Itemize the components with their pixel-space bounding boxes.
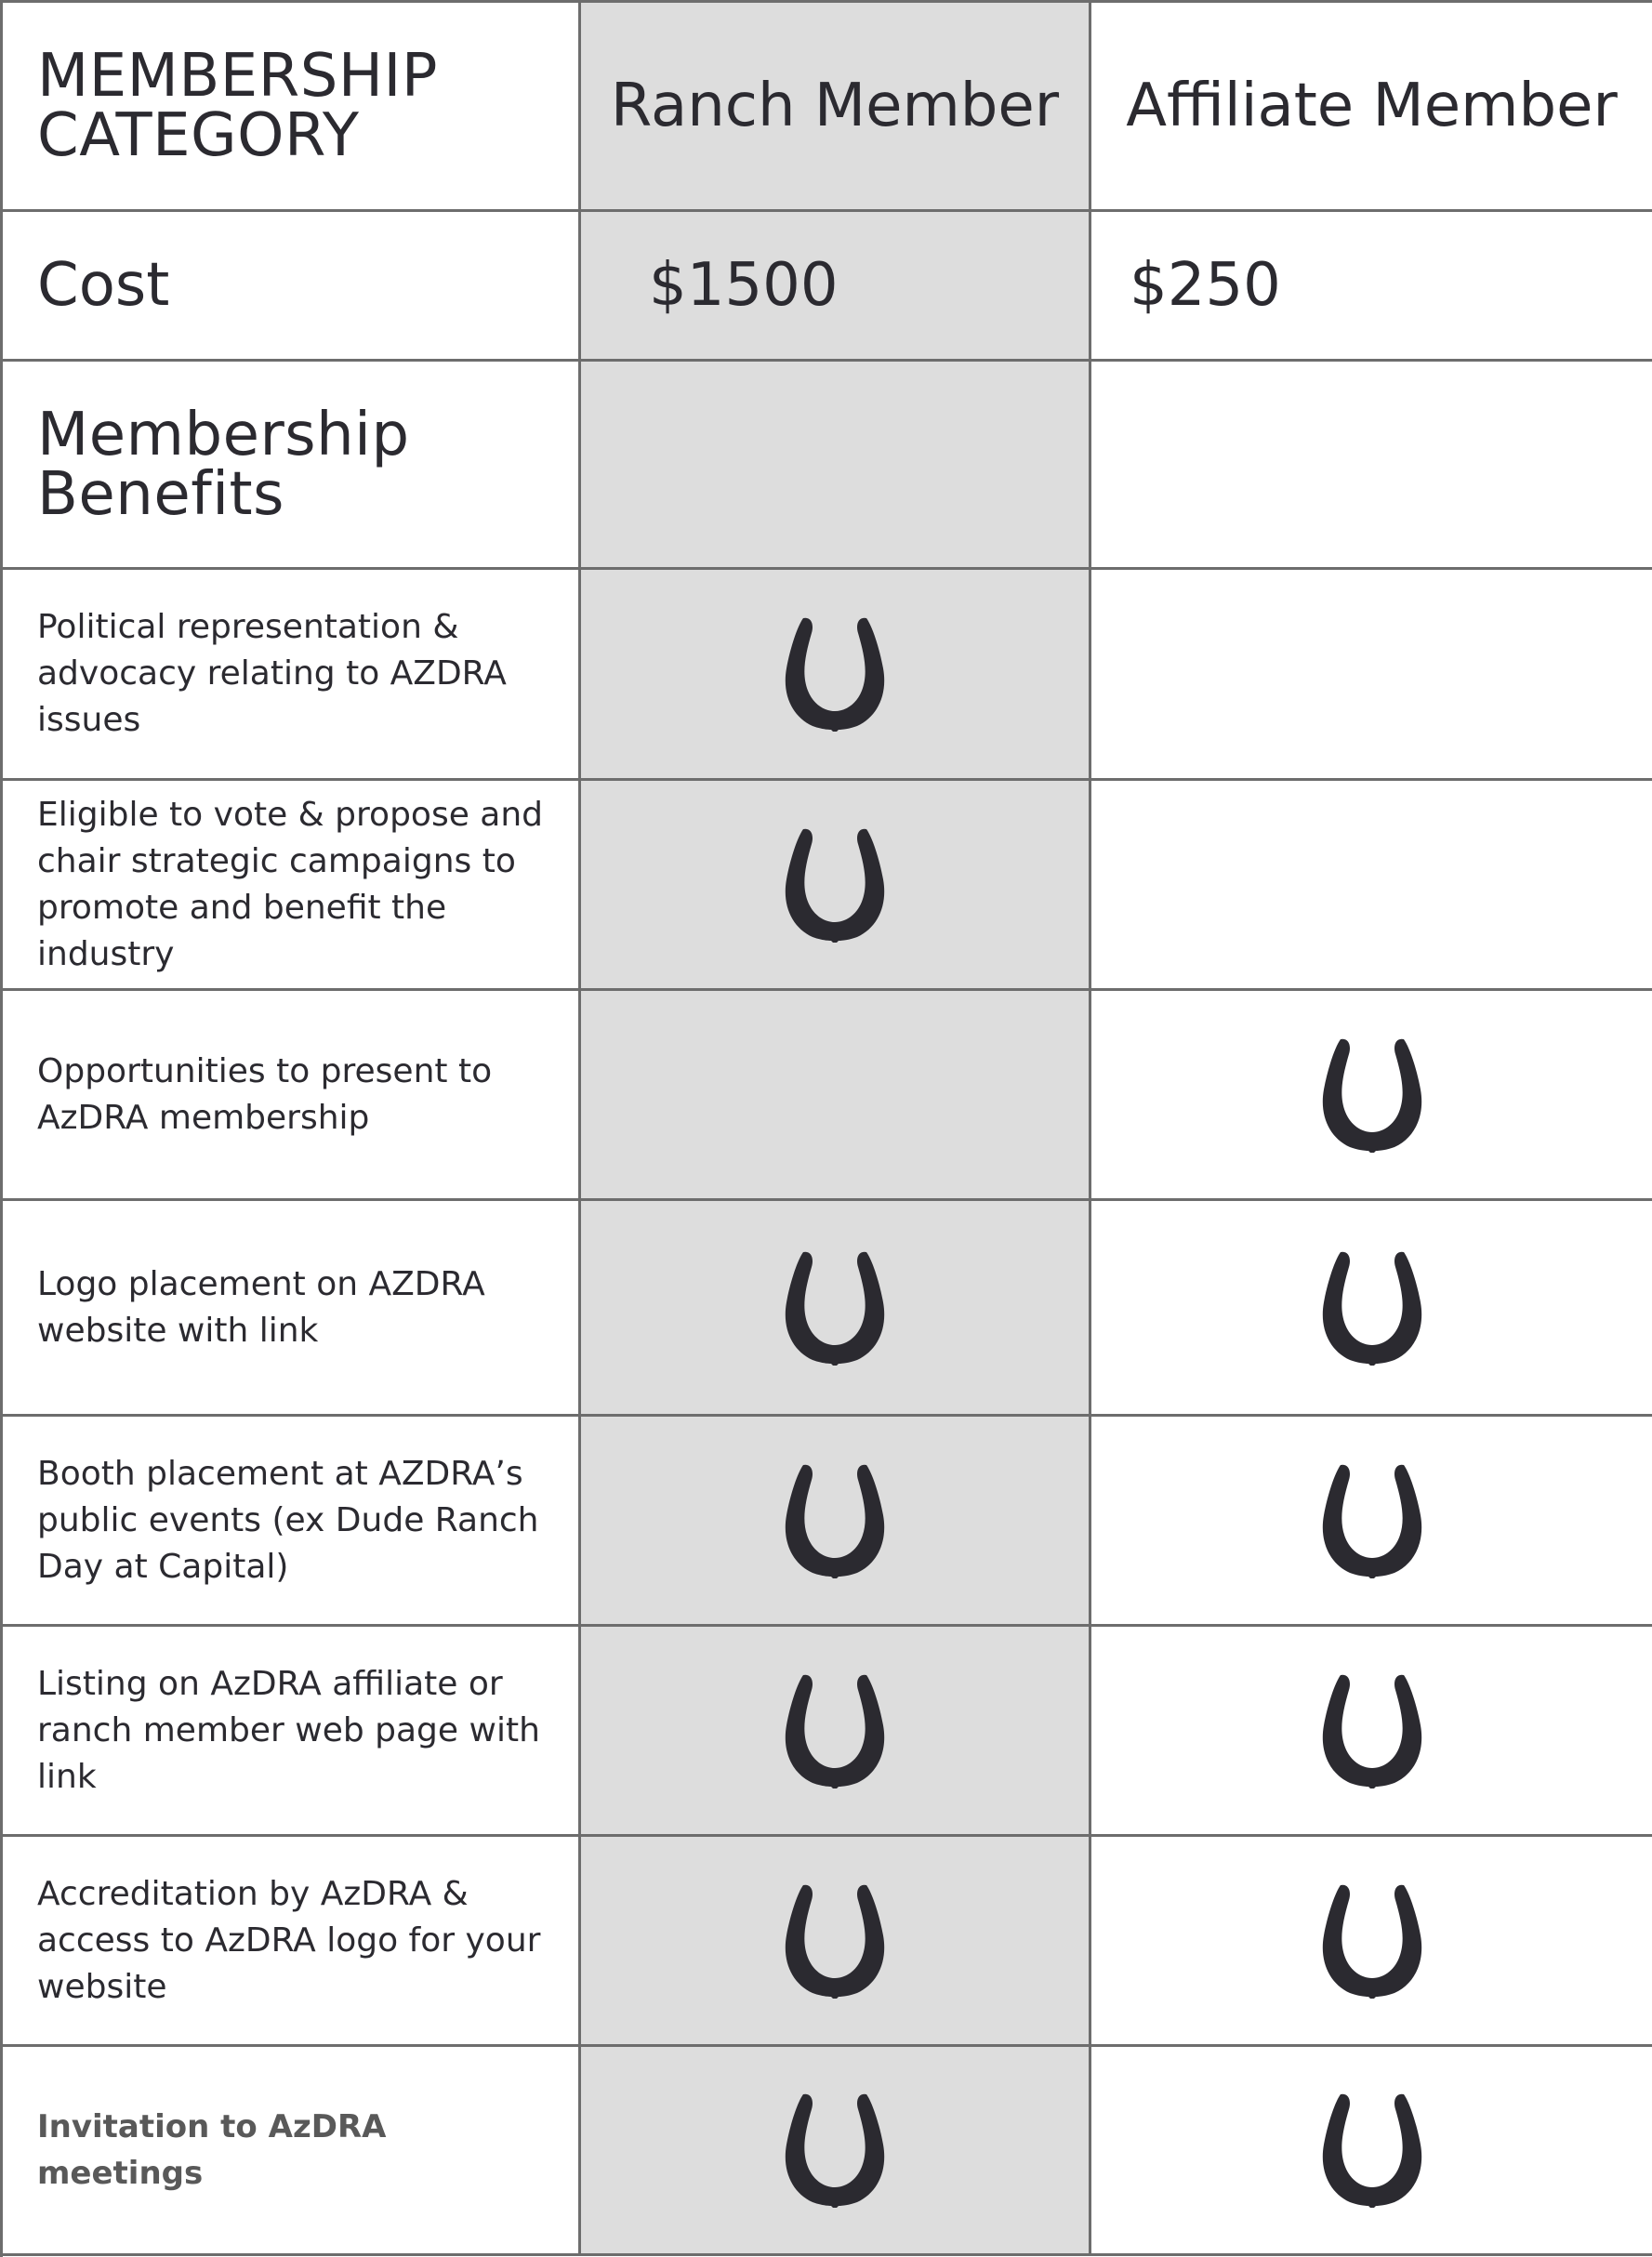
ranch-benefit-cell <box>581 781 1091 991</box>
affiliate-member-header-label: Affiliate Member <box>1126 72 1618 140</box>
affiliate-benefit-cell <box>1091 1201 1652 1417</box>
benefit-label-cell <box>3 1627 581 1837</box>
affiliate-benefit-cell <box>1091 781 1652 991</box>
category-header-label: MEMBERSHIP CATEGORY <box>37 42 438 170</box>
benefit-label-cell <box>3 1201 581 1417</box>
horseshoe-icon <box>1320 1673 1424 1788</box>
horseshoe-icon <box>1320 1250 1424 1366</box>
affiliate-benefit-cell <box>1091 991 1652 1201</box>
benefit-label: Political representation & advocacy relating to AZDRA issues <box>37 608 507 739</box>
affiliate-price: $250 <box>1130 251 1281 320</box>
ranch-benefit-cell <box>581 1417 1091 1627</box>
benefit-label-cell <box>3 781 581 991</box>
benefit-label: Eligible to vote & propose and chair strategic campaigns to promote and benefit the industry <box>37 795 544 973</box>
horseshoe-icon <box>1320 1037 1424 1153</box>
ranch-benefit-cell <box>581 1837 1091 2047</box>
horseshoe-icon <box>783 1250 887 1366</box>
ranch-price-cell <box>581 212 1091 362</box>
affiliate-member-header-cell <box>1091 3 1652 212</box>
affiliate-price-cell <box>1091 212 1652 362</box>
ranch-member-header-label: Ranch Member <box>610 72 1060 140</box>
benefit-label: Invitation to AzDRA meetings <box>37 2108 387 2192</box>
cost-label-cell <box>3 212 581 362</box>
benefit-label: Listing on AzDRA affiliate or ranch member web page with link <box>37 1664 540 1796</box>
affiliate-benefit-cell <box>1091 1417 1652 1627</box>
ranch-benefit-cell <box>581 1201 1091 1417</box>
benefit-label-cell <box>3 570 581 781</box>
ranch-benefit-cell <box>581 991 1091 1201</box>
benefit-label: Accreditation by AzDRA & access to AzDRA logo for your website <box>37 1874 541 2006</box>
horseshoe-icon <box>1320 2092 1424 2208</box>
cost-label: Cost <box>37 251 170 320</box>
horseshoe-icon <box>783 1673 887 1788</box>
benefits-heading: Membership Benefits <box>37 400 410 529</box>
affiliate-benefit-cell <box>1091 1627 1652 1837</box>
category-header-cell <box>3 3 581 212</box>
horseshoe-icon <box>783 1883 887 1999</box>
benefit-label-cell <box>3 2047 581 2256</box>
ranch-empty-cell <box>581 362 1091 570</box>
benefit-label: Logo placement on AZDRA website with link <box>37 1264 485 1350</box>
benefit-label-cell <box>3 1417 581 1627</box>
horseshoe-icon <box>783 827 887 943</box>
ranch-benefit-cell <box>581 570 1091 781</box>
benefit-label-cell <box>3 991 581 1201</box>
affiliate-benefit-cell <box>1091 2047 1652 2256</box>
benefit-label: Booth placement at AZDRA’s public events (ex Dude Ranch Day at Capital) <box>37 1454 539 1586</box>
horseshoe-icon <box>783 616 887 732</box>
horseshoe-icon <box>783 2092 887 2208</box>
affiliate-empty-cell <box>1091 362 1652 570</box>
horseshoe-icon <box>783 1463 887 1578</box>
ranch-price: $1500 <box>649 251 839 320</box>
horseshoe-icon <box>1320 1463 1424 1578</box>
benefits-heading-cell <box>3 362 581 570</box>
ranch-member-header-cell <box>581 3 1091 212</box>
ranch-benefit-cell <box>581 1627 1091 1837</box>
affiliate-benefit-cell <box>1091 570 1652 781</box>
benefit-label-cell <box>3 1837 581 2047</box>
horseshoe-icon <box>1320 1883 1424 1999</box>
affiliate-benefit-cell <box>1091 1837 1652 2047</box>
benefit-label: Opportunities to present to AzDRA membership <box>37 1051 493 1137</box>
ranch-benefit-cell <box>581 2047 1091 2256</box>
